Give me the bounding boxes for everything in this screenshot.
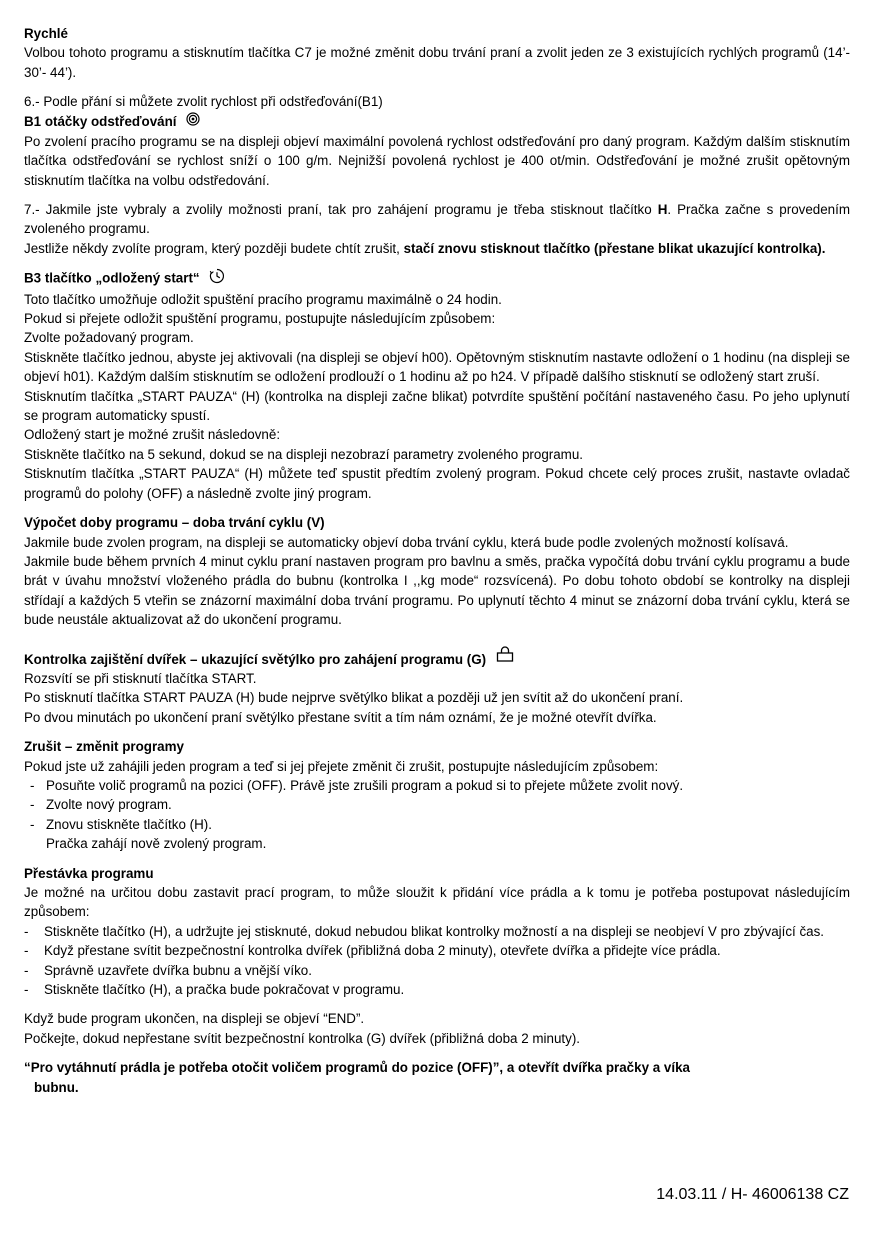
door-lock-icon — [496, 646, 514, 667]
heading-kontrolka — [24, 646, 850, 669]
delay-timer-icon — [209, 268, 225, 289]
b3-line: Toto tlačítko umožňuje odložit spuštění pracího programu maximálně o 24 hodin. — [24, 291, 502, 307]
list-item-text: Zvolte nový program. — [46, 797, 172, 813]
section-zrusit — [24, 737, 850, 853]
heading-b1-text: B1 otáčky odstřeďování — [24, 113, 177, 129]
b3-line: Stisknutím tlačítka „START PAUZA“ (H) můžete teď spustit předtím zvolený program. Pokud chcete celý proces zrušit, nastavte ovladač programů do polohy (OFF) a následně zvolte jiný program. — [24, 466, 850, 501]
heading-prestavka: Přestávka programu — [24, 865, 154, 881]
heading-zrusit: Zrušit – změnit programy — [24, 739, 184, 755]
paragraph-step7-cancel — [24, 239, 850, 258]
paragraph-vypocet-2: Jakmile bude během prvních 4 minut cyklu praní nastaven program pro bavlnu a směs, pračka vypočítá dobu trvání cyklu programu a bude brát v úvahu množství vloženého prádla do bubnu (kontrolka I ,,kg mode“ rozsvícená). Po dobu tohoto období se kontrolky na displeji střídají a každých 5 vteřin se znázorní maximální doba trvání programu. Po uplynutí těchto 4 minut se znázorní doba trvání cyklu, která se bude neustále aktualizovat až do ukončení programu. — [24, 553, 850, 628]
end-line-2: Počkejte, dokud nepřestane svítit bezpečnostní kontrolka (G) dvířek (přibližná doba 2 minuty). — [24, 1030, 580, 1046]
step7-text-end: . Pračka začne s provedením zvoleného programu. — [24, 202, 850, 237]
list-item: - Zvolte nový program. — [30, 797, 172, 813]
step7-key: H — [657, 202, 668, 217]
b3-line: Stiskněte tlačítko jednou, abyste jej aktivovali (na displeji se objeví h00). Opětovným stisknutím nastavte odložení o 1 hodinu (na displeji se objeví h01). Každým dalším stisknutím se odložení prodlouží o 1 hodinu až po h24. V případě dalšího stisknutí se odložený start zruší. — [24, 349, 850, 385]
section-prestavka — [24, 864, 850, 1000]
heading-b3-text: B3 tlačítko „odložený start“ — [24, 270, 200, 286]
heading-b3 — [24, 268, 850, 289]
step6-intro: 6.- Podle přání si můžete zvolit rychlost při odstřeďování(B1) — [24, 94, 383, 110]
section-rychle — [24, 24, 850, 82]
spin-icon — [186, 112, 200, 131]
step7-cancel-text: Jestliže někdy zvolíte program, který později budete chtít zrušit, — [24, 240, 404, 256]
zrusit-list — [24, 776, 850, 834]
paragraph-rychle: Volbou tohoto programu a stisknutím tlačítka C7 je možné změnit dobu trvání praní a zvolit jeden ze 3 existujících rychlých programů (14’- 30’- 44’). — [24, 45, 850, 80]
b3-line: Zvolte požadovaný program. — [24, 330, 194, 346]
section-kontrolka — [24, 646, 850, 728]
kontrolka-line: Rozsvítí se při stisknutí tlačítka START. — [24, 670, 257, 686]
b3-line: Odložený start je možné zrušit následovně: — [24, 427, 281, 443]
heading-vypocet: Výpočet doby programu – doba trvání cyklu (V) — [24, 515, 325, 531]
heading-b1 — [24, 112, 850, 132]
list-item: - Když přestane svítit bezpečnostní kontrolka dvířek (přibližná doba 2 minuty), otevřete dvířka a přidejte více prádla. — [24, 943, 721, 959]
paragraph-b1: Po zvolení pracího programu se na displeji objeví maximální povolená rychlost odstřeďování pro daný program. Každým dalším stisknutím tlačítka odstřeďování se rychlost sníží o 100 g/m. Nejnižší povolená rychlost je 400 ot/min. Odstřeďování je možné zrušit opětovným stisknutím tlačítka na volbu odstředování. — [24, 133, 850, 188]
list-item: - Stiskněte tlačítko (H), a udržujte jej stisknuté, dokud nebudou blikat kontrolky možností a na displeji se neobjeví V pro zbývající čas. — [24, 923, 825, 939]
step7-cancel-bold: stačí znovu stisknout tlačítko (přestane blikat ukazující kontrolka). — [403, 240, 826, 256]
document-page — [24, 24, 850, 1097]
prestavka-intro: Je možné na určitou dobu zastavit prací program, to může sloužit k přidání více prádla a k tomu je potřeba postupovat následujícím způsobem: — [24, 885, 850, 920]
zrusit-after: Pračka zahájí nově zvolený program. — [46, 836, 267, 852]
list-item-text: Správně uzavřete dvířka bubnu a vnější víko. — [44, 962, 312, 978]
list-item-text: Znovu stiskněte tlačítko (H). — [46, 816, 212, 832]
section-final-note — [24, 1058, 850, 1097]
document-footer: 14.03.11 / H- 46006138 CZ — [656, 1186, 849, 1203]
heading-rychle: Rychlé — [24, 26, 68, 41]
paragraph-vypocet-1: Jakmile bude zvolen program, na displeji se automaticky objeví doba trvání cyklu, která bude podle zvolených možností kolísavá. — [24, 534, 789, 550]
list-item-text: Stiskněte tlačítko (H), a udržujte jej stisknuté, dokud nebudou blikat kontrolky možností a na displeji se neobjeví V pro zbývající čas. — [44, 923, 825, 939]
list-item: - Stiskněte tlačítko (H), a pračka bude pokračovat v programu. — [24, 982, 405, 998]
b3-line: Stiskněte tlačítko na 5 sekund, dokud se na displeji nezobrazí parametry zvoleného programu. — [24, 446, 584, 462]
section-step7 — [24, 200, 850, 258]
list-item: - Správně uzavřete dvířka bubnu a vnější víko. — [24, 962, 312, 978]
heading-kontrolka-text: Kontrolka zajištění dvířek – ukazující světýlko pro zahájení programu (G) — [24, 651, 487, 667]
section-end — [24, 1009, 850, 1048]
final-line-2: bubnu. — [34, 1079, 79, 1095]
step7-text-start: 7.- Jakmile jste vybraly a zvolily možnosti praní, tak pro zahájení programu je třeba stisknout tlačítko — [24, 202, 658, 217]
list-item: - Posuňte volič programů na pozici (OFF). Právě jste zrušili program a pokud si to přejete můžete zvolit nový. — [30, 777, 684, 793]
section-b3 — [24, 268, 850, 503]
end-line-1: Když bude program ukončen, na displeji se objeví “END”. — [24, 1011, 365, 1027]
list-item: - Znovu stiskněte tlačítko (H). — [30, 816, 212, 832]
section-vypocet — [24, 513, 850, 629]
b3-line: Pokud si přejete odložit spuštění programu, postupujte následujícím způsobem: — [24, 311, 496, 327]
kontrolka-line: Po stisknutí tlačítka START PAUZA (H) bude nejprve světýlko blikat a později už jen svítit až do ukončení praní. — [24, 690, 684, 706]
kontrolka-line: Po dvou minutách po ukončení praní světýlko přestane svítit a tím nám oznámí, že je možné otevřít dvířka. — [24, 709, 657, 725]
list-item-text: Posuňte volič programů na pozici (OFF). Právě jste zrušili program a pokud si to přejete můžete zvolit nový. — [46, 777, 684, 793]
final-line-1: “Pro vytáhnutí prádla je potřeba otočit voličem programů do pozice (OFF)”, a otevřít dvířka pračky a víka — [24, 1060, 690, 1076]
b3-line: Stisknutím tlačítka „START PAUZA“ (H) (kontrolka na displeji začne blikat) potvrdíte spuštění počítání nastaveného času. Po jeho uplynutí se program automaticky spustí. — [24, 388, 850, 424]
list-item-text: Stiskněte tlačítko (H), a pračka bude pokračovat v programu. — [44, 982, 405, 998]
zrusit-intro: Pokud jste už zahájili jeden program a teď si jej přejete změnit či zrušit, postupujte následujícím způsobem: — [24, 758, 659, 774]
prestavka-list — [24, 922, 850, 1000]
list-item-text: Když přestane svítit bezpečnostní kontrolka dvířek (přibližná doba 2 minuty), otevřete dvířka a přidejte více prádla. — [44, 943, 721, 959]
section-step6 — [24, 92, 850, 190]
paragraph-step7-start — [24, 200, 850, 239]
